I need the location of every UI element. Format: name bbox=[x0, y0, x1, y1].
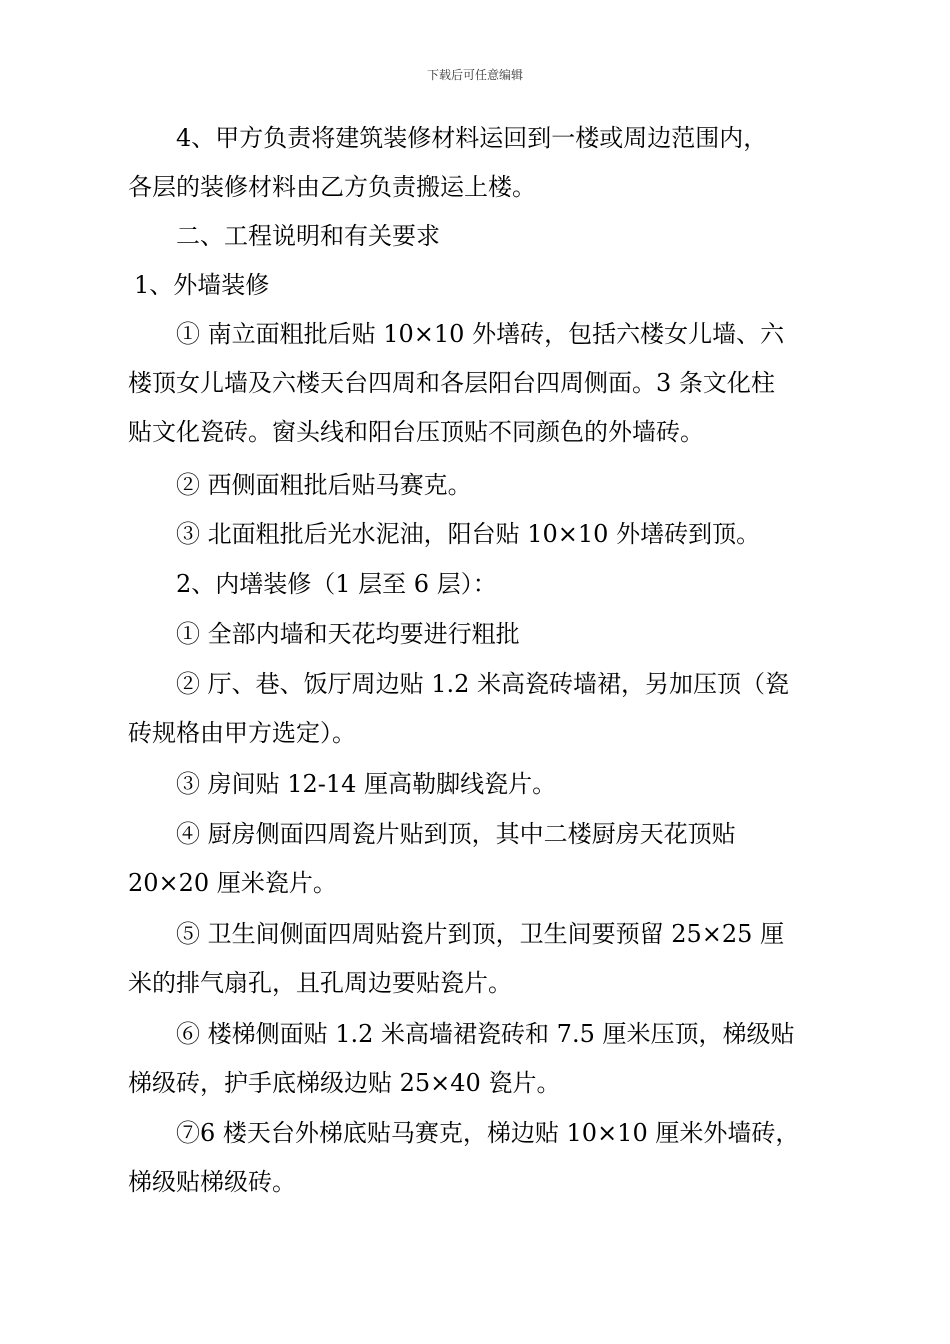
paragraph-bathroom bbox=[128, 910, 828, 1008]
paragraph-hall-wainscot bbox=[128, 660, 828, 758]
page-header: 下载后可任意编辑 bbox=[426, 68, 523, 82]
text-line: 二、工程说明和有关要求 bbox=[176, 222, 440, 250]
text-line: ③ 房间贴 12-14 厘高勒脚线瓷片。 bbox=[176, 770, 557, 798]
text-line: ① 南立面粗批后贴 10×10 外墡砖，包括六楼女儿墙、六 bbox=[176, 320, 785, 348]
section-heading bbox=[128, 212, 828, 261]
paragraph-room-skirting bbox=[128, 760, 828, 809]
paragraph-south-facade bbox=[128, 310, 828, 457]
text-line: 各层的装修材料由乙方负责搬运上楼。 bbox=[128, 173, 536, 201]
text-line: ② 厅、巷、饭厅周边贴 1.2 米高瓷砖墙裙，另加压顶（瓷 bbox=[176, 670, 790, 698]
text-line: 梯级贴梯级砖。 bbox=[128, 1168, 296, 1196]
text-line: ④ 厨房侧面四周瓷片贴到顶，其中二楼厨房天花顶贴 bbox=[176, 820, 736, 848]
text-line: ③ 北面粗批后光水泥油，阳台贴 10×10 外墡砖到顶。 bbox=[176, 520, 761, 548]
subsection-heading-exterior bbox=[134, 261, 834, 310]
paragraph-west-side bbox=[128, 461, 828, 510]
paragraph-staircase bbox=[128, 1010, 828, 1108]
text-line: ② 西侧面粗批后贴马赛克。 bbox=[176, 471, 472, 499]
text-line: 梯级砖，护手底梯级边贴 25×40 瓷片。 bbox=[128, 1069, 561, 1097]
text-line: 20×20 厘米瓷片。 bbox=[128, 869, 337, 897]
text-line: 贴文化瓷砖。窗头线和阳台压顶贴不同颜色的外墙砖。 bbox=[128, 418, 704, 446]
text-line: 2、内墡装修（1 层至 6 层）： bbox=[176, 570, 497, 598]
paragraph-north-side bbox=[128, 510, 828, 559]
text-line: ① 全部内墙和天花均要进行粗批 bbox=[176, 620, 520, 648]
text-line: ⑥ 楼梯侧面贴 1.2 米高墙裙瓷砖和 7.5 厘米压顶，梯级贴 bbox=[176, 1020, 795, 1048]
text-line: 楼顶女儿墙及六楼天台四周和各层阳台四周侧面。3 条文化柱 bbox=[128, 369, 775, 397]
text-line: ⑦6 楼天台外梯底贴马赛克，梯边贴 10×10 厘米外墙砖， bbox=[176, 1119, 800, 1147]
subsection-heading-interior bbox=[128, 560, 828, 609]
paragraph-rooftop-stairs bbox=[128, 1109, 828, 1207]
paragraph-material-transport bbox=[128, 114, 828, 212]
text-line: 米的排气扇孔，且孔周边要贴瓷片。 bbox=[128, 969, 512, 997]
text-line: ⑤ 卫生间侧面四周贴瓷片到顶，卫生间要预留 25×25 厘 bbox=[176, 920, 785, 948]
text-line: 4、甲方负责将建筑装修材料运回到一楼或周边范围内， bbox=[176, 124, 768, 152]
paragraph-kitchen bbox=[128, 810, 828, 908]
text-line: 砖规格由甲方选定）。 bbox=[128, 719, 356, 747]
text-line: 1、外墙装修 bbox=[134, 271, 270, 299]
paragraph-interior-walls bbox=[128, 610, 828, 659]
